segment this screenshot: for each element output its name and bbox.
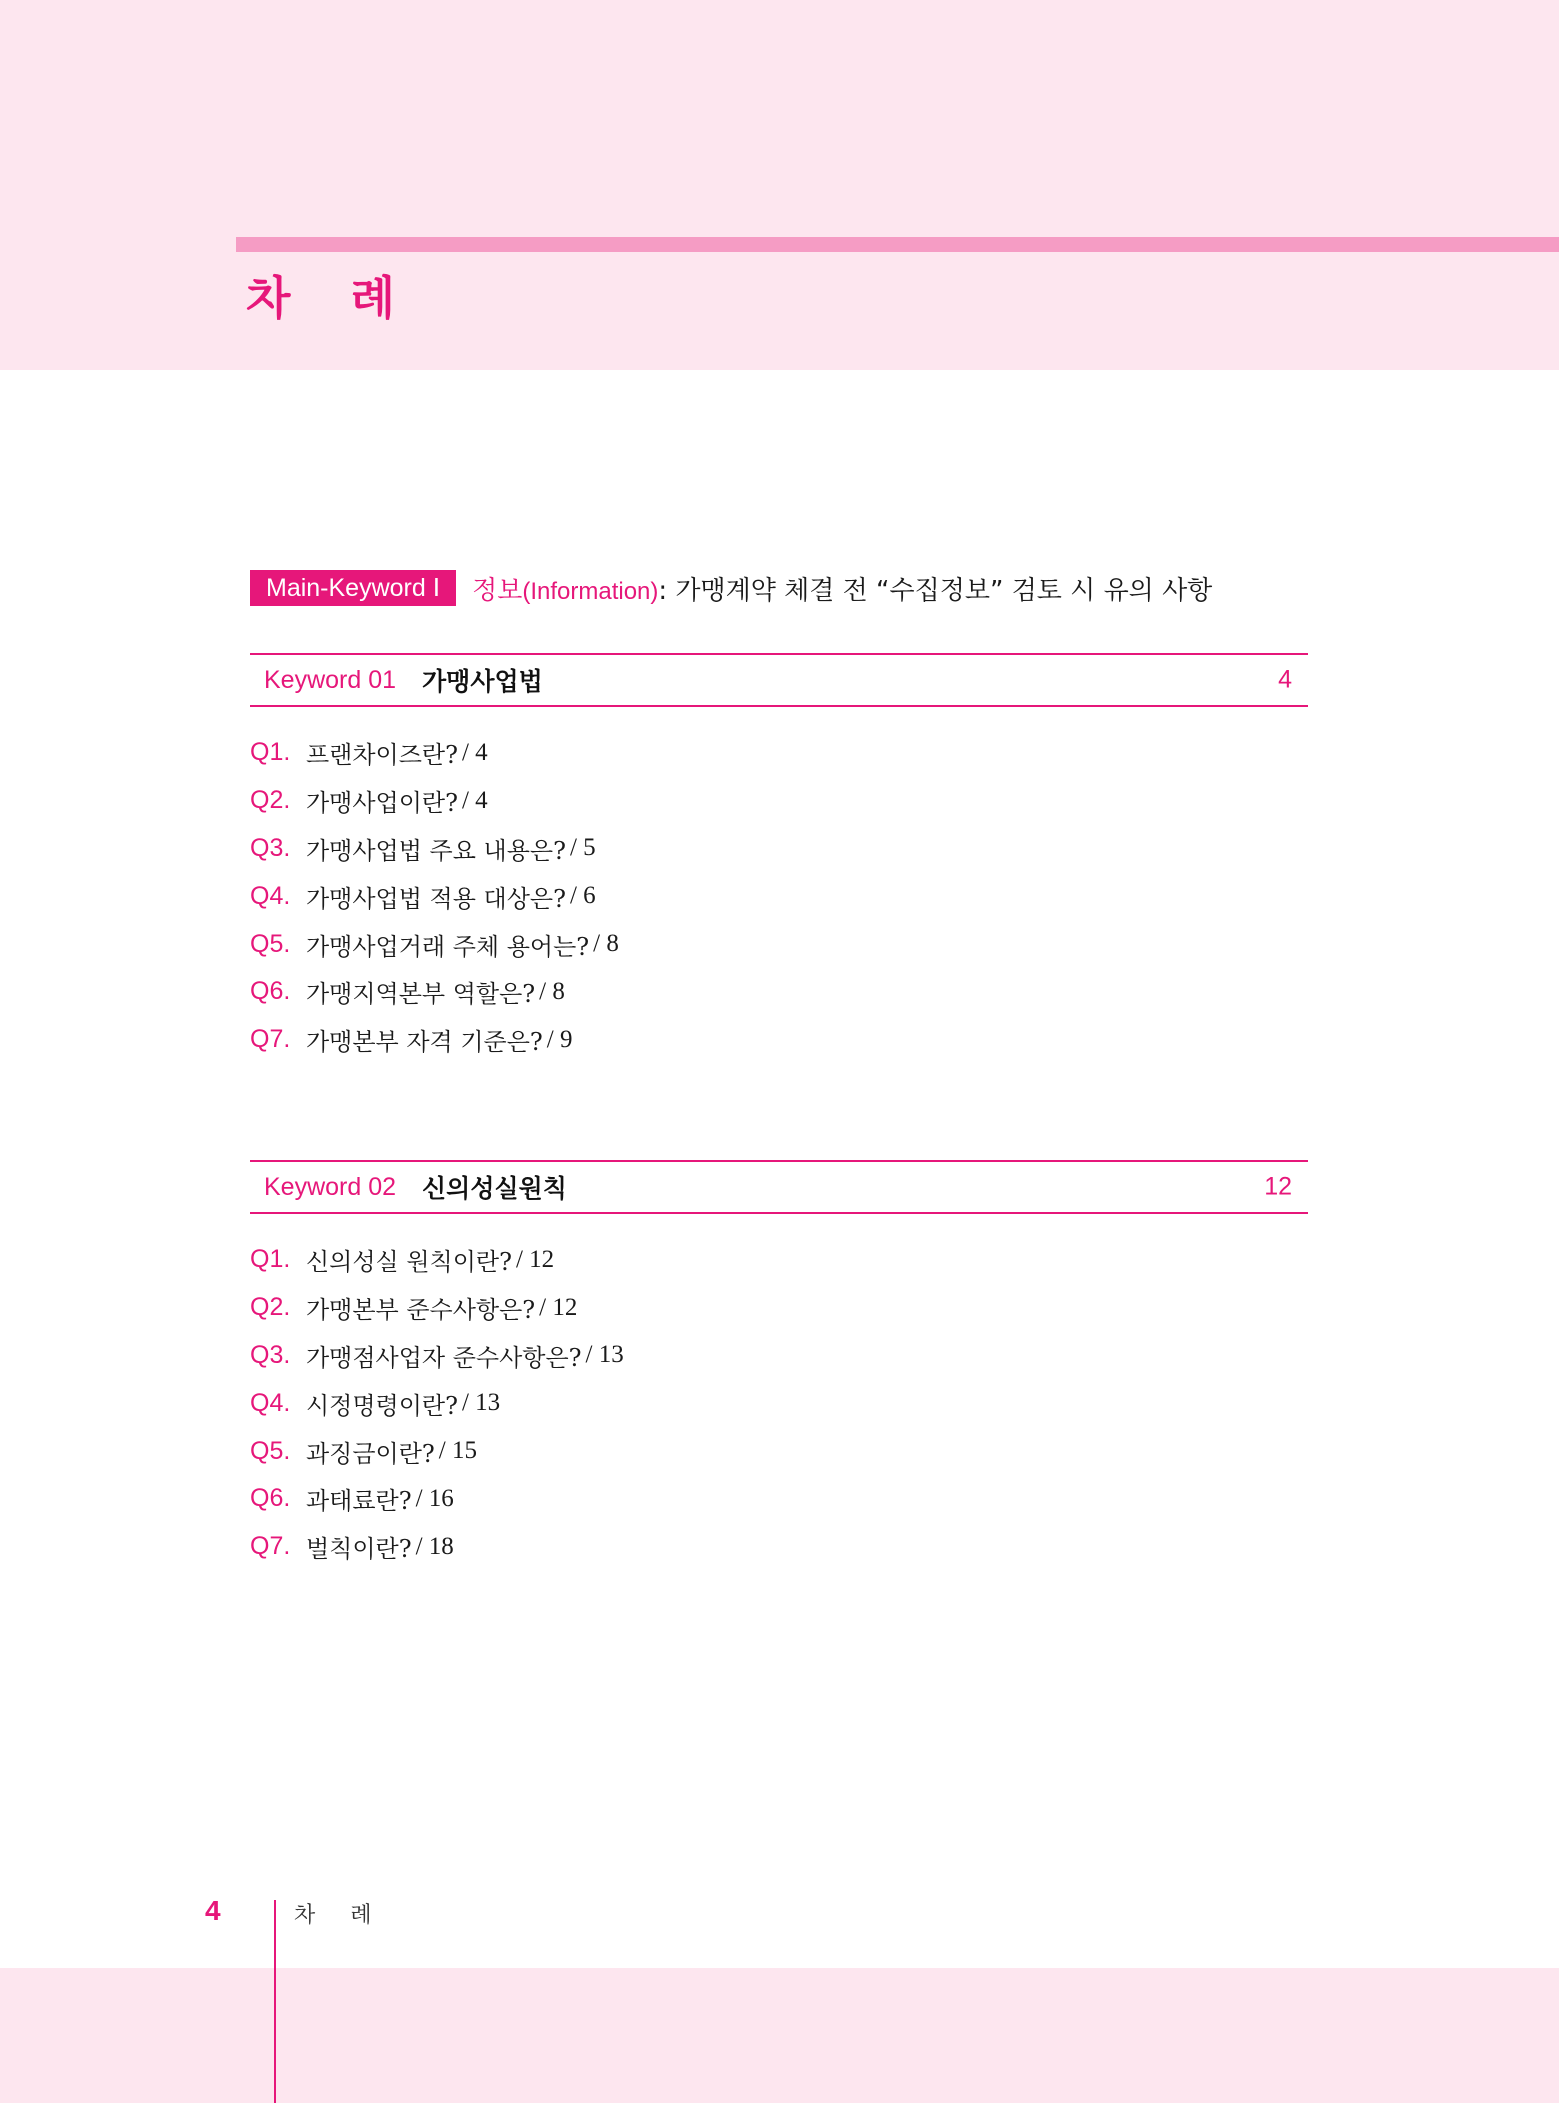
question-text: 가맹사업거래 주체 용어는?	[306, 932, 590, 961]
footer-page-number: 4	[205, 1895, 221, 1926]
question-page: / 13	[461, 1389, 501, 1417]
keyword-header[interactable]	[250, 653, 1308, 707]
question-page: / 9	[546, 1025, 573, 1053]
question-text: 시정명령이란?	[306, 1391, 458, 1420]
question-number: Q1.	[250, 1245, 291, 1274]
question-number: Q5.	[250, 929, 291, 958]
question-item[interactable]	[250, 1236, 1308, 1284]
question-list	[250, 1236, 1308, 1571]
question-page: / 8	[593, 930, 619, 958]
question-number: Q7.	[250, 1532, 291, 1561]
keyword-label: Keyword 02	[264, 1172, 397, 1201]
question-page: / 18	[415, 1532, 454, 1560]
question-page: / 16	[415, 1484, 454, 1512]
question-number: Q5.	[250, 1436, 291, 1465]
question-page: / 15	[438, 1437, 477, 1465]
question-number: Q4.	[250, 881, 291, 910]
question-page: / 12	[515, 1245, 555, 1273]
question-text: 과징금이란?	[306, 1439, 435, 1468]
question-page: / 12	[539, 1293, 578, 1321]
question-list	[250, 729, 1308, 1064]
question-page: / 5	[569, 834, 596, 862]
question-item[interactable]	[250, 729, 1308, 777]
question-number: Q7.	[250, 1025, 291, 1054]
keyword-section-02	[250, 1160, 1308, 1571]
question-text: 가맹본부 자격 기준은?	[306, 1028, 543, 1057]
footer-title: 차 례	[294, 1903, 386, 1928]
question-item[interactable]	[250, 1475, 1308, 1523]
question-number: Q1.	[250, 738, 291, 767]
keyword-section-01	[250, 653, 1308, 1064]
question-item[interactable]	[250, 777, 1308, 825]
question-item[interactable]	[250, 1016, 1308, 1064]
keyword-page-number: 12	[1264, 1172, 1292, 1201]
main-keyword-title	[472, 570, 1212, 607]
question-number: Q3.	[250, 833, 291, 862]
question-item[interactable]	[250, 920, 1308, 968]
question-text: 신의성실 원칙이란?	[306, 1248, 512, 1277]
question-page: / 6	[569, 882, 596, 910]
main-keyword-badge: Main-Keyword Ⅰ	[250, 570, 456, 606]
question-text: 가맹지역본부 역할은?	[306, 980, 536, 1009]
question-number: Q6.	[250, 977, 291, 1006]
question-item[interactable]	[250, 1284, 1308, 1332]
question-item[interactable]	[250, 1379, 1308, 1427]
question-text: 가맹사업이란?	[306, 789, 458, 818]
question-item[interactable]	[250, 1523, 1308, 1571]
main-keyword-title-rest: : 가맹계약 체결 전 “수집정보” 검토 시 유의 사항	[658, 575, 1213, 606]
question-item[interactable]	[250, 1427, 1308, 1475]
page-title: 차 례	[246, 271, 417, 325]
question-number: Q6.	[250, 1484, 291, 1513]
question-page: / 8	[539, 977, 565, 1005]
question-text: 과태료란?	[306, 1487, 412, 1516]
keyword-page-number: 4	[1278, 665, 1292, 694]
question-item[interactable]	[250, 872, 1308, 920]
question-text: 가맹사업법 적용 대상은?	[306, 884, 566, 913]
keyword-label: Keyword 01	[264, 665, 397, 694]
footer-band	[0, 1968, 1559, 2103]
question-text: 프랜차이즈란?	[306, 741, 458, 770]
question-page: / 4	[461, 786, 488, 814]
main-keyword-title-main: 정보	[472, 575, 523, 606]
question-page: / 13	[585, 1341, 624, 1369]
question-item[interactable]	[250, 968, 1308, 1016]
question-text: 가맹사업법 주요 내용은?	[306, 836, 566, 865]
question-number: Q2.	[250, 1293, 291, 1322]
question-text: 벌칙이란?	[306, 1535, 412, 1564]
question-text: 가맹점사업자 준수사항은?	[306, 1343, 582, 1372]
question-text: 가맹본부 준수사항은?	[306, 1296, 536, 1325]
footer-divider	[274, 1900, 276, 2103]
question-number: Q2.	[250, 786, 291, 815]
header-band	[0, 0, 1559, 370]
main-keyword-title-sub: (Information)	[522, 577, 659, 605]
keyword-header[interactable]	[250, 1160, 1308, 1214]
header-rule	[236, 237, 1559, 252]
keyword-title: 가맹사업법	[422, 667, 543, 696]
question-number: Q3.	[250, 1340, 291, 1369]
question-page: / 4	[461, 738, 488, 766]
question-number: Q4.	[250, 1388, 291, 1417]
main-keyword-heading	[250, 570, 1212, 606]
question-item[interactable]	[250, 825, 1308, 873]
question-item[interactable]	[250, 1332, 1308, 1380]
keyword-title: 신의성실원칙	[422, 1174, 567, 1203]
